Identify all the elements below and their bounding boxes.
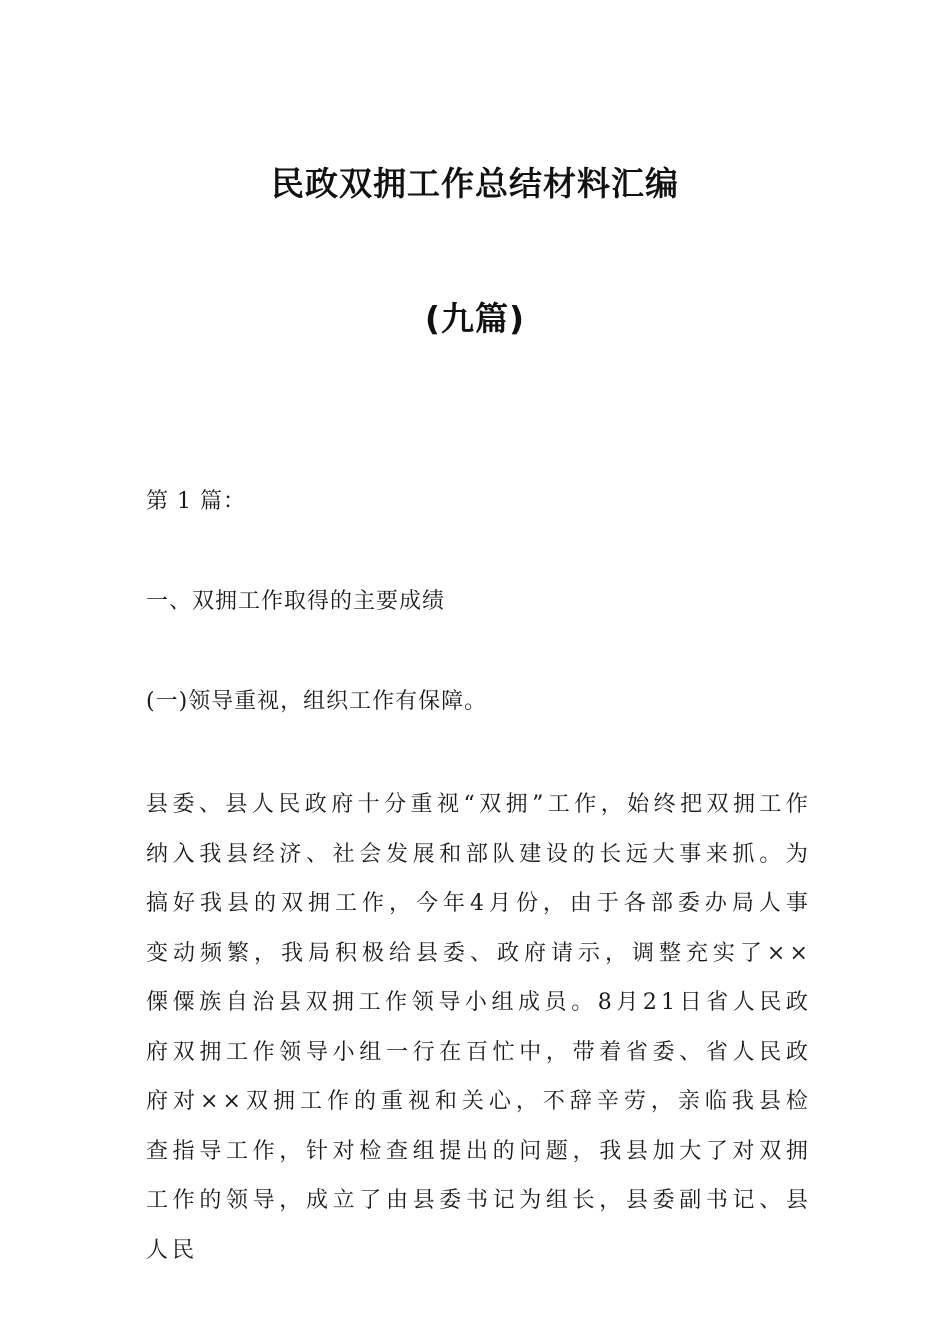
section-label: 第 1 篇： xyxy=(146,489,246,514)
document-title: 民政双拥工作总结材料汇编 xyxy=(271,164,679,203)
document-subtitle: (九篇) xyxy=(424,299,526,338)
heading-level-2: (一)领导重视，组织工作有保障。 xyxy=(146,689,488,714)
body-paragraph: 县委、县人民政府十分重视“双拥”工作，始终把双拥工作纳入我县经济、社会发展和部队建设的长远大事来抓。为搞好我县的双拥工作，今年4月份，由于各部委办局人事变动频繁，我局积极给县委、政府请示，调整充实了××傈僳族自治县双拥工作领导小组成员。8月21日省人民政府双拥工作领导小组一行在百忙中，带着省委、省人民政府对××双拥工作的重视和关心，不辞辛劳，亲临我县检查指导工作，针对检查组提出的问题，我县加大了对双拥工作的领导，成立了由县委书记为组长，县委副书记、县人民 xyxy=(146,792,812,1263)
heading-level-1: 一、双拥工作取得的主要成绩 xyxy=(146,589,446,614)
